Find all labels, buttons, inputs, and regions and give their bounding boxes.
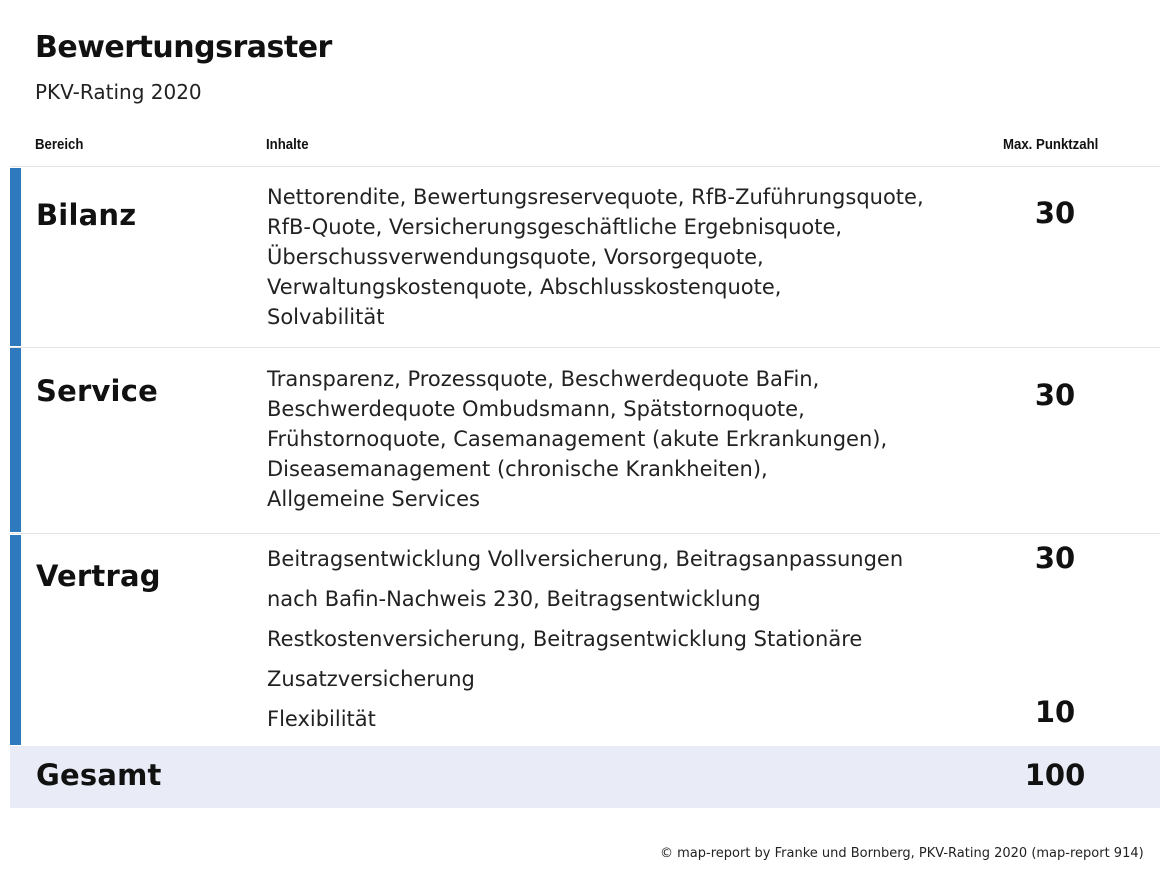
content-vertrag [267, 539, 967, 739]
area-label-service: Service [36, 374, 158, 408]
content-line: Solvabilität [267, 305, 385, 329]
points-flexibilitaet: 10 [1034, 695, 1076, 729]
header-divider [10, 166, 1160, 167]
table-row-vertrag [10, 535, 1160, 745]
content-line: Diseasemanagement (chronische Krankheiten), [267, 457, 768, 481]
total-row [10, 746, 1160, 808]
content-line: Transparenz, Prozessquote, Beschwerdequote BaFin, [267, 367, 820, 391]
row-accent-bar [10, 348, 21, 532]
content-line: Zusatzversicherung [267, 667, 475, 691]
column-header-inhalte: Inhalte [266, 136, 309, 153]
content-line: Verwaltungskostenquote, Abschlusskostenquote, [267, 275, 782, 299]
area-label-bilanz: Bilanz [36, 198, 137, 232]
page-title: Bewertungsraster [35, 30, 332, 65]
column-header-max-punktzahl: Max. Punktzahl [1003, 136, 1099, 153]
points-service: 30 [1034, 378, 1076, 412]
area-label-vertrag: Vertrag [36, 559, 161, 593]
content-line: nach Bafin-Nachweis 230, Beitragsentwicklung [267, 587, 761, 611]
page-subtitle: PKV-Rating 2020 [35, 80, 202, 104]
content-line: Nettorendite, Bewertungsreservequote, RfB-Zuführungsquote, [267, 185, 924, 209]
content-line: RfB-Quote, Versicherungsgeschäftliche Ergebnisquote, [267, 215, 843, 239]
total-points: 100 [1024, 758, 1086, 792]
content-line: Allgemeine Services [267, 487, 480, 511]
total-label: Gesamt [36, 758, 162, 792]
content-line: Beschwerdequote Ombudsmann, Spätstornoquote, [267, 397, 805, 421]
content-bilanz [267, 182, 967, 332]
content-line: Restkostenversicherung, Beitragsentwicklung Stationäre [267, 627, 863, 651]
content-line: Beitragsentwicklung Vollversicherung, Beitragsanpassungen [267, 547, 904, 571]
content-line: Überschussverwendungsquote, Vorsorgequote, [267, 245, 764, 269]
points-bilanz: 30 [1034, 196, 1076, 230]
row-accent-bar [10, 168, 21, 346]
content-service [267, 364, 967, 514]
content-line: Flexibilität [267, 707, 376, 731]
table-row-service [10, 348, 1160, 532]
copyright-note: © map-report by Franke und Bornberg, PKV-Rating 2020 (map-report 914) [660, 846, 1144, 861]
content-line: Frühstornoquote, Casemanagement (akute Erkrankungen), [267, 427, 888, 451]
row-divider [10, 533, 1160, 534]
table-row-bilanz [10, 168, 1160, 346]
column-header-bereich: Bereich [35, 136, 84, 153]
points-vertrag: 30 [1034, 541, 1076, 575]
row-accent-bar [10, 535, 21, 745]
